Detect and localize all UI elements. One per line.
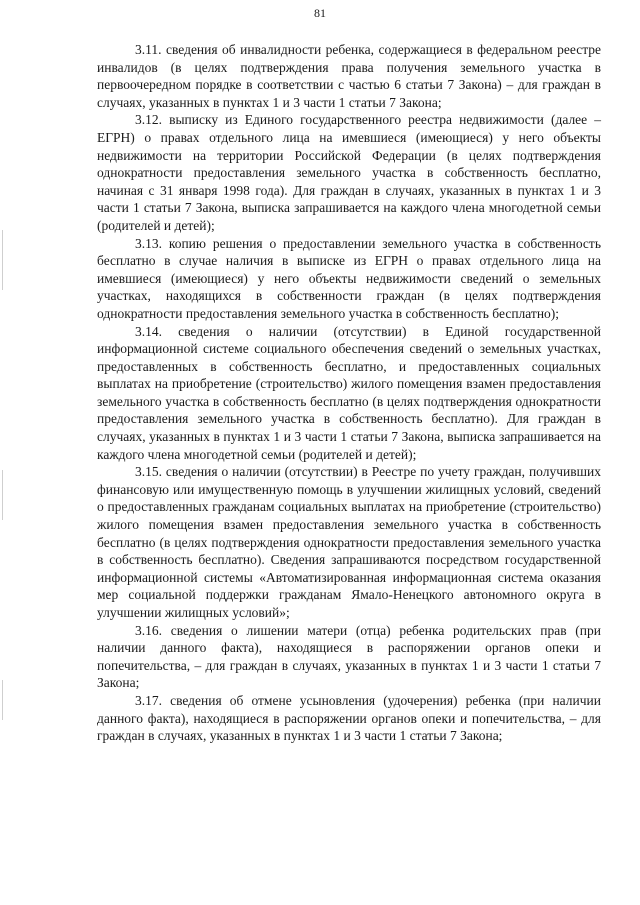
scan-edge-mark (2, 230, 3, 290)
paragraph-3-16: 3.16. сведения о лишении матери (отца) ребенка родительских прав (при наличии данного факта), находящиеся в распоряжении органов опеки и попечительства, – для граждан в случаях, указанных в пунктах 1 и 3 части 1 статьи 7 Закона; (97, 622, 601, 691)
document-body (97, 41, 601, 745)
paragraph-3-15: 3.15. сведения о наличии (отсутствии) в Реестре по учету граждан, получивших финансовую или имущественную помощь в улучшении жилищных условий, сведений о предоставленных гражданам социальных выплатах на приобретение (строительство) жилого помещения взамен предоставления земельного участка в собственность бесплатно (в целях подтверждения однократности предоставления земельного участка в собственность бесплатно). Сведения запрашиваются посредством государственной информационной системы «Автоматизированная информационная система оказания мер социальной поддержки гражданам Ямало-Ненецкого автономного округа в улучшении жилищных условий»; (97, 464, 601, 620)
paragraph-3-14: 3.14. сведения о наличии (отсутствии) в Единой государственной информационной системе социального обеспечения сведений о земельных участках, предоставленных в собственность бесплатно, и предоставленных социальных выплатах на приобретение (строительство) жилого помещения взамен предоставления земельного участка в собственность бесплатно (в целях подтверждения однократности предоставления земельного участка в собственность бесплатно). Для граждан в случаях, указанных в пунктах 1 и 3 части 1 статьи 7 Закона, выписка запрашивается на каждого члена многодетной семьи (родителей и детей); (97, 323, 601, 462)
paragraph-3-17: 3.17. сведения об отмене усыновления (удочерения) ребенка (при наличии данного факта), находящиеся в распоряжении органов опеки и попечительства, – для граждан в случаях, указанных в пунктах 1 и 3 части 1 статьи 7 Закона; (97, 692, 601, 744)
page-number: 81 (314, 6, 326, 20)
paragraph-3-11: 3.11. сведения об инвалидности ребенка, содержащиеся в федеральном реестре инвалидов (в целях подтверждения права получения земельного участка в первоочередном порядке в соответствии с частью 6 статьи 7 Закона) – для граждан в случаях, указанных в пунктах 1 и 3 части 1 статьи 7 Закона; (97, 42, 601, 110)
paragraph-3-13: 3.13. копию решения о предоставлении земельного участка в собственность бесплатно в случае наличия в выписке из ЕГРН о правах отдельного лица на имевшиеся (имеющиеся) у него объекты недвижимости сведений о земельных участках, находящихся в собственности граждан (в целях подтверждения однократности предоставления земельного участка в собственность бесплатно); (97, 235, 601, 321)
scan-edge-mark (2, 470, 3, 520)
paragraph-3-12: 3.12. выписку из Единого государственного реестра недвижимости (далее – ЕГРН) о правах отдельного лица на имевшиеся (имеющиеся) у него объекты недвижимости на территории Российской Федерации (в целях подтверждения однократности предоставления земельного участка в собственность бесплатно, начиная с 31 января 1998 года). Для граждан в случаях, указанных в пунктах 1 и 3 части 1 статьи 7 Закона, выписка запрашивается на каждого члена многодетной семьи (родителей и детей); (97, 112, 601, 233)
scan-edge-mark (2, 680, 3, 720)
